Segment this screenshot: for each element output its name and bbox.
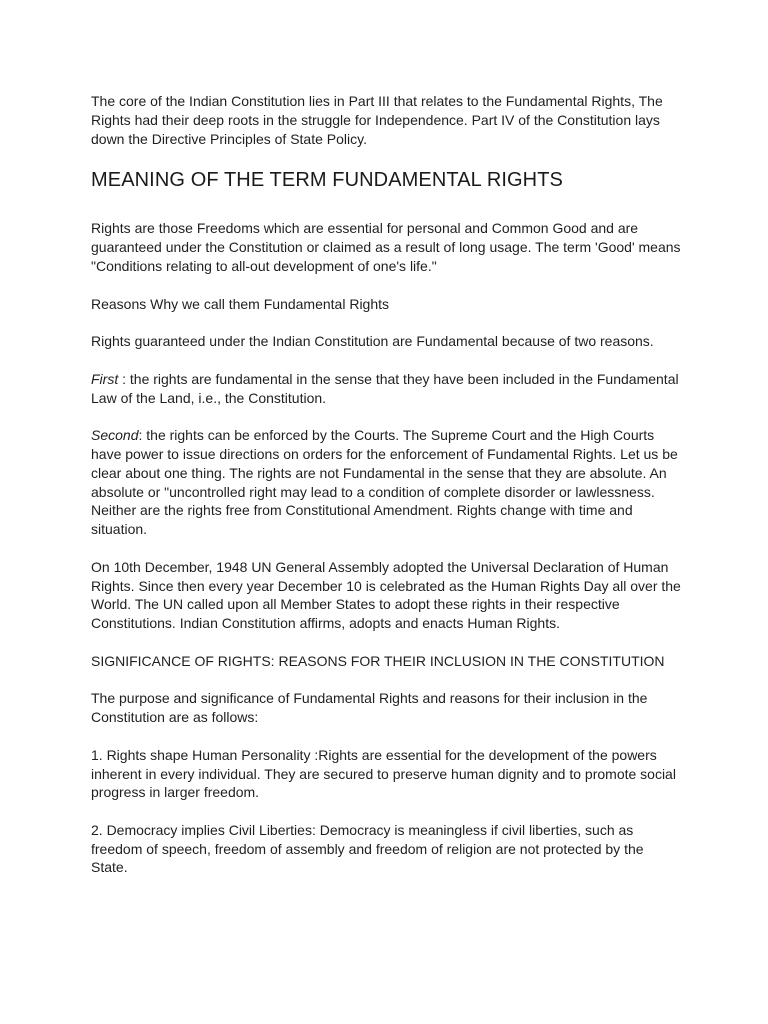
point-2-paragraph: 2. Democracy implies Civil Liberties: Democracy is meaningless if civil liberties, such as freedom of speech, freedom of assembly and freedom of religion are not protected by the State. <box>91 821 644 876</box>
section-heading: MEANING OF THE TERM FUNDAMENTAL RIGHTS <box>91 169 563 192</box>
first-reason-paragraph <box>91 370 681 408</box>
reasons-intro-paragraph: Rights guaranteed under the Indian Constitution are Fundamental because of two reasons. <box>91 333 654 350</box>
first-reason-text: : the rights are fundamental in the sense that they have been included in the Fundamental Law of the Land, i.e., the Constitution. <box>91 370 679 406</box>
intro-paragraph: The core of the Indian Constitution lies in Part III that relates to the Fundamental Rights, The Rights had their deep roots in the struggle for Independence. Part IV of the Constitution lays down the Directive Principles of State Policy. <box>91 93 663 147</box>
second-reason-text: : the rights can be enforced by the Courts. The Supreme Court and the High Courts have power to issue directions on orders for the enforcement of Fundamental Rights. Let us be clear about one thing. The rights are not Fundamental in the sense that they are absolute. An absolute or "uncontrolled right may lead to a condition of complete disorder or lawlessness. Neither are the rights free from Constitutional Amendment. Rights change with time and situation. <box>91 427 678 538</box>
definition-paragraph: Rights are those Freedoms which are essential for personal and Common Good and are guaranteed under the Constitution or claimed as a result of long usage. The term 'Good' means "Conditions relating to all-out development of one's life." <box>91 220 681 274</box>
document-page <box>91 92 681 896</box>
point-1-paragraph: 1. Rights shape Human Personality :Rights are essential for the development of the powers inherent in every individual. They are secured to preserve human dignity and to promote social progress in larger freedom. <box>91 746 676 801</box>
significance-title: SIGNIFICANCE OF RIGHTS: REASONS FOR THEIR INCLUSION IN THE CONSTITUTION <box>91 652 665 669</box>
un-declaration-paragraph: On 10th December, 1948 UN General Assembly adopted the Universal Declaration of Human Rights. Since then every year December 10 is celebrated as the Human Rights Day all over the World. The UN called upon all Member States to adopt these rights in their respective Constitutions. Indian Constitution affirms, adopts and enacts Human Rights. <box>91 558 681 632</box>
second-label: Second <box>91 427 139 444</box>
second-reason-paragraph <box>91 426 681 539</box>
reasons-title: Reasons Why we call them Fundamental Rights <box>91 295 390 312</box>
significance-intro-paragraph: The purpose and significance of Fundamental Rights and reasons for their inclusion in the Constitution are as follows: <box>91 690 648 726</box>
first-label: First <box>91 370 119 387</box>
